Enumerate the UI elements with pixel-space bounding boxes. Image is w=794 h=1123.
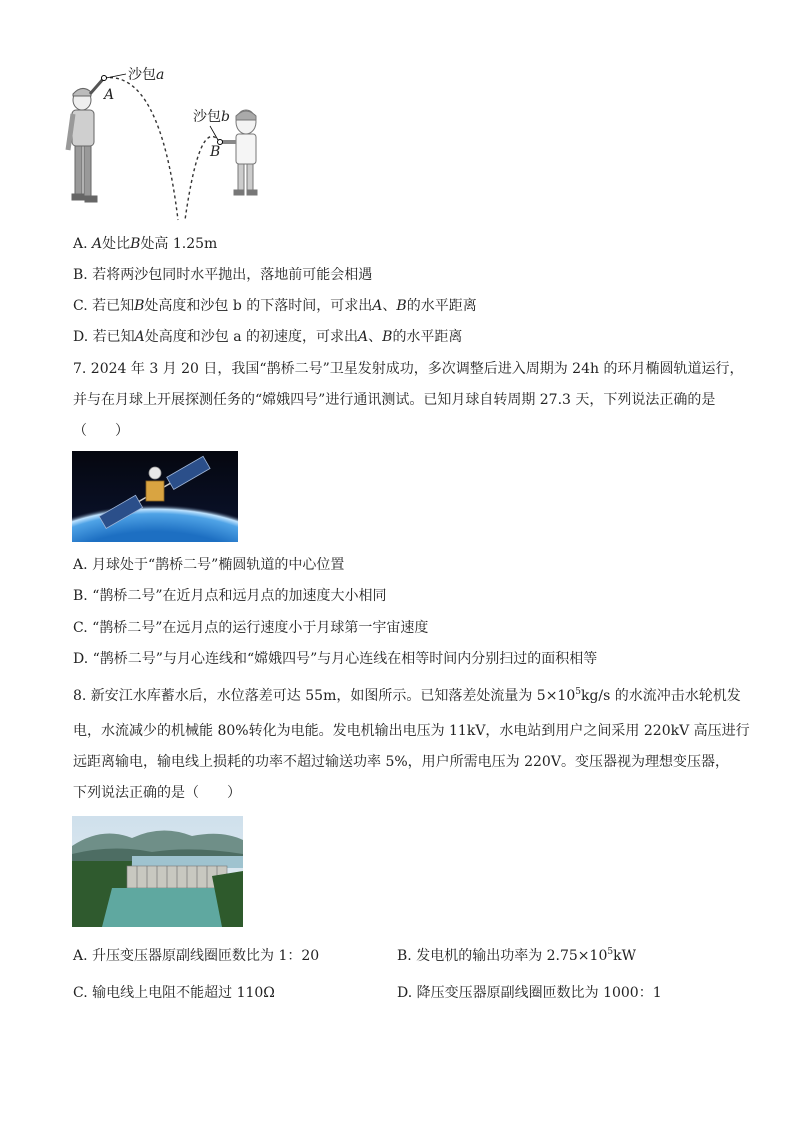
- q8-option-d: D. 降压变压器原副线圈匝数比为 1000：1: [397, 985, 662, 1001]
- sandbag-figure: [60, 60, 290, 225]
- q8-stem-line1: 8. 新安江水库蓄水后，水位落差可达 55m，如图所示。已知落差处流量为 $5\times 10^5kg/s$ 的水流冲击水轮机发: [73, 687, 741, 704]
- q8-stem-line2: 电，水流减少的机械能 80%转化为电能。发电机输出电压为 11kV，水电站到用户之间采用 220kV 高压进行: [73, 723, 750, 739]
- person-a: [68, 78, 104, 202]
- q6-option-d: D. 若已知A处高度和沙包 a 的初速度，可求出A、B的水平距离: [73, 329, 463, 345]
- label-sandbag-b: 沙包b: [193, 109, 230, 125]
- q6-option-c: C. 若已知B处高度和沙包 b 的下落时间，可求出A、B的水平距离: [73, 298, 477, 314]
- q8-stem-line3: 远距离输电，输电线上损耗的功率不超过输送功率 5%，用户所需电压为 220V。变压器视为理想变压器，: [73, 754, 729, 770]
- q8-option-c: C. 输电线上电阻不能超过 110Ω: [73, 985, 275, 1001]
- satellite-image: [72, 451, 238, 542]
- q8-option-b: B. 发电机的输出功率为 $2.75\times 10^5kW$: [397, 947, 636, 964]
- q8-stem-line4: 下列说法正确的是（ ）: [73, 785, 241, 801]
- label-point-a: A: [104, 87, 115, 103]
- q7-option-c: C. “鹊桥二号”在远月点的运行速度小于月球第一宇宙速度: [73, 620, 429, 636]
- q7-option-d: D. “鹊桥二号”与月心连线和“嫦娥四号”与月心连线在相等时间内分别扫过的面积相等: [73, 651, 598, 667]
- q7-option-b: B. “鹊桥二号”在近月点和远月点的加速度大小相同: [73, 588, 387, 604]
- q7-stem-line3: （ ）: [73, 423, 129, 439]
- q6-option-a: A. A处比B处高 1.25m: [73, 236, 218, 252]
- label-point-b: B: [210, 144, 221, 160]
- q7-stem-line1: 7. 2024 年 3 月 20 日，我国“鹊桥二号”卫星发射成功，多次调整后进入周期为 24h 的环月椭圆轨道运行，: [73, 361, 744, 377]
- q7-stem-line2: 并与在月球上开展探测任务的“嫦娥四号”进行通讯测试。已知月球自转周期 27.3 天，下列说法正确的是: [73, 392, 716, 408]
- label-sandbag-a: 沙包a: [128, 67, 165, 83]
- sandbag-diagram: [60, 60, 290, 225]
- q6-option-b: B. 若将两沙包同时水平抛出，落地前可能会相遇: [73, 267, 373, 283]
- dam-image: [72, 816, 243, 927]
- q7-option-a: A. 月球处于“鹊桥二号”椭圆轨道的中心位置: [73, 557, 345, 573]
- q8-option-a: A. 升压变压器原副线圈匝数比为 1：20: [73, 948, 320, 964]
